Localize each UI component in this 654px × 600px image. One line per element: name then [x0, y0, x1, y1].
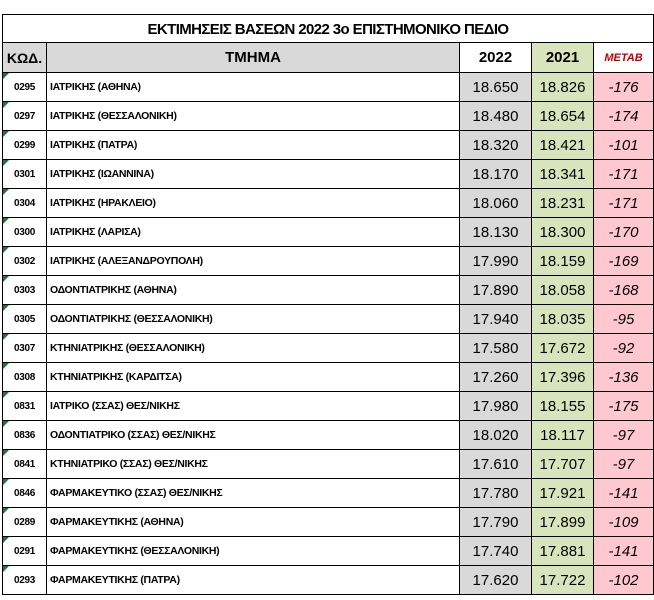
error-indicator-icon [3, 276, 9, 282]
cell-metab[interactable]: -174 [594, 102, 654, 131]
cell-kod[interactable] [3, 566, 47, 595]
error-indicator-icon [3, 160, 9, 166]
cell-kod[interactable] [3, 305, 47, 334]
table-row [3, 363, 654, 392]
cell-2022[interactable]: 18.060 [460, 189, 532, 218]
cell-2022[interactable]: 18.480 [460, 102, 532, 131]
table-row [3, 218, 654, 247]
table-body [3, 73, 654, 595]
cell-2021[interactable]: 18.035 [532, 305, 594, 334]
error-indicator-icon [3, 189, 9, 195]
cell-kod[interactable] [3, 334, 47, 363]
cell-kod[interactable] [3, 189, 47, 218]
cell-metab[interactable]: -102 [594, 566, 654, 595]
cell-metab[interactable]: -141 [594, 479, 654, 508]
cell-2022[interactable]: 17.890 [460, 276, 532, 305]
cell-2022[interactable]: 17.620 [460, 566, 532, 595]
cell-2021[interactable]: 17.707 [532, 450, 594, 479]
cell-2021[interactable]: 17.921 [532, 479, 594, 508]
cell-kod[interactable] [3, 276, 47, 305]
error-indicator-icon [3, 508, 9, 514]
table-row [3, 392, 654, 421]
cell-tmima[interactable]: ΟΔΟΝΤΙΑΤΡΙΚΗΣ (ΑΘΗΝΑ) [47, 276, 460, 305]
cell-tmima[interactable]: ΦΑΡΜΑΚΕΥΤΙΚΗΣ (ΠΑΤΡΑ) [47, 566, 460, 595]
cell-2021[interactable]: 18.826 [532, 73, 594, 102]
cell-kod-text: 0846 [13, 487, 36, 499]
error-indicator-icon [3, 479, 9, 485]
cell-metab[interactable]: -175 [594, 392, 654, 421]
table-row [3, 102, 654, 131]
cell-kod[interactable] [3, 450, 47, 479]
cell-metab[interactable]: -171 [594, 189, 654, 218]
cell-kod-text: 0307 [13, 342, 36, 354]
cell-tmima[interactable]: ΙΑΤΡΙΚΗΣ (ΛΑΡΙΣΑ) [47, 218, 460, 247]
table-row [3, 508, 654, 537]
error-indicator-icon [3, 334, 9, 340]
error-indicator-icon [3, 218, 9, 224]
cell-2021[interactable]: 18.155 [532, 392, 594, 421]
cell-kod-text: 0295 [13, 81, 36, 93]
error-indicator-icon [3, 102, 9, 108]
cell-tmima[interactable]: ΙΑΤΡΙΚΟ (ΣΣΑΣ) ΘΕΣ/ΝΙΚΗΣ [47, 392, 460, 421]
cell-metab[interactable]: -141 [594, 537, 654, 566]
cell-kod-text: 0304 [13, 197, 36, 209]
table-row [3, 131, 654, 160]
cell-kod-text: 0841 [13, 458, 36, 470]
table-row [3, 189, 654, 218]
cell-kod-text: 0831 [13, 400, 36, 412]
admissions-table [2, 42, 654, 595]
cell-tmima[interactable]: ΚΤΗΝΙΑΤΡΙΚΟ (ΣΣΑΣ) ΘΕΣ/ΝΙΚΗΣ [47, 450, 460, 479]
cell-metab[interactable]: -169 [594, 247, 654, 276]
header-kod[interactable]: ΚΩΔ. [3, 43, 47, 73]
error-indicator-icon [3, 566, 9, 572]
cell-kod-text: 0303 [13, 284, 36, 296]
cell-tmima[interactable]: ΚΤΗΝΙΑΤΡΙΚΗΣ (ΚΑΡΔΙΤΣΑ) [47, 363, 460, 392]
table-row [3, 537, 654, 566]
cell-metab[interactable]: -97 [594, 450, 654, 479]
cell-kod[interactable] [3, 218, 47, 247]
cell-2022[interactable]: 17.780 [460, 479, 532, 508]
cell-2022[interactable]: 17.610 [460, 450, 532, 479]
cell-2022[interactable]: 17.260 [460, 363, 532, 392]
cell-kod-text: 0299 [13, 139, 36, 151]
cell-metab[interactable]: -168 [594, 276, 654, 305]
header-2021[interactable]: 2021 [532, 43, 594, 73]
cell-kod[interactable] [3, 537, 47, 566]
cell-tmima[interactable]: ΙΑΤΡΙΚΗΣ (ΑΛΕΞΑΝΔΡΟΥΠΟΛΗ) [47, 247, 460, 276]
cell-kod[interactable] [3, 160, 47, 189]
cell-metab[interactable]: -92 [594, 334, 654, 363]
table-row [3, 160, 654, 189]
table-row [3, 450, 654, 479]
cell-kod-text: 0300 [13, 226, 36, 238]
cell-tmima[interactable]: ΚΤΗΝΙΑΤΡΙΚΗΣ (ΘΕΣΣΑΛΟΝΙΚΗ) [47, 334, 460, 363]
cell-kod[interactable] [3, 247, 47, 276]
error-indicator-icon [3, 450, 9, 456]
cell-2021[interactable]: 17.672 [532, 334, 594, 363]
cell-2022[interactable]: 18.170 [460, 160, 532, 189]
cell-2021[interactable]: 17.881 [532, 537, 594, 566]
error-indicator-icon [3, 73, 9, 79]
table-row [3, 276, 654, 305]
error-indicator-icon [3, 421, 9, 427]
cell-2021[interactable]: 18.117 [532, 421, 594, 450]
cell-metab[interactable]: -176 [594, 73, 654, 102]
cell-2022[interactable]: 17.790 [460, 508, 532, 537]
cell-kod-text: 0305 [13, 313, 36, 325]
cell-2021[interactable]: 18.341 [532, 160, 594, 189]
cell-metab[interactable]: -171 [594, 160, 654, 189]
cell-kod[interactable] [3, 421, 47, 450]
cell-2022[interactable]: 17.940 [460, 305, 532, 334]
error-indicator-icon [3, 537, 9, 543]
cell-tmima[interactable]: ΦΑΡΜΑΚΕΥΤΙΚΟ (ΣΣΑΣ) ΘΕΣ/ΝΙΚΗΣ [47, 479, 460, 508]
table-row [3, 566, 654, 595]
cell-kod-text: 0297 [13, 110, 36, 122]
cell-2021[interactable]: 18.231 [532, 189, 594, 218]
cell-tmima[interactable]: ΦΑΡΜΑΚΕΥΤΙΚΗΣ (ΘΕΣΣΑΛΟΝΙΚΗ) [47, 537, 460, 566]
table-row [3, 247, 654, 276]
table-row [3, 334, 654, 363]
header-row [3, 43, 654, 73]
cell-kod-text: 0289 [13, 516, 36, 528]
cell-kod-text: 0308 [13, 371, 36, 383]
error-indicator-icon [3, 305, 9, 311]
cell-2022[interactable]: 18.320 [460, 131, 532, 160]
cell-kod-text: 0302 [13, 255, 36, 267]
sheet-title: ΕΚΤΙΜΗΣΕΙΣ ΒΑΣΕΩΝ 2022 3ο ΕΠΙΣΤΗΜΟΝΙΚΟ ΠΕΔΙΟ [2, 14, 654, 43]
cell-tmima[interactable]: ΦΑΡΜΑΚΕΥΤΙΚΗΣ (ΑΘΗΝΑ) [47, 508, 460, 537]
cell-kod[interactable] [3, 508, 47, 537]
cell-metab[interactable]: -136 [594, 363, 654, 392]
error-indicator-icon [3, 392, 9, 398]
table-row [3, 479, 654, 508]
cell-tmima[interactable]: ΙΑΤΡΙΚΗΣ (ΠΑΤΡΑ) [47, 131, 460, 160]
cell-tmima[interactable]: ΙΑΤΡΙΚΗΣ (ΙΩΑΝΝΙΝΑ) [47, 160, 460, 189]
cell-tmima[interactable]: ΟΔΟΝΤΙΑΤΡΙΚΟ (ΣΣΑΣ) ΘΕΣ/ΝΙΚΗΣ [47, 421, 460, 450]
cell-2022[interactable]: 17.980 [460, 392, 532, 421]
cell-2021[interactable]: 18.300 [532, 218, 594, 247]
cell-2021[interactable]: 17.899 [532, 508, 594, 537]
header-2022[interactable]: 2022 [460, 43, 532, 73]
table-row [3, 73, 654, 102]
cell-kod[interactable] [3, 131, 47, 160]
cell-kod-text: 0836 [13, 429, 36, 441]
cell-kod-text: 0293 [13, 574, 36, 586]
cell-2021[interactable]: 18.159 [532, 247, 594, 276]
cell-2021[interactable]: 18.058 [532, 276, 594, 305]
cell-2022[interactable]: 18.130 [460, 218, 532, 247]
error-indicator-icon [3, 363, 9, 369]
table-row [3, 421, 654, 450]
cell-2022[interactable]: 17.740 [460, 537, 532, 566]
cell-2021[interactable]: 17.396 [532, 363, 594, 392]
error-indicator-icon [3, 131, 9, 137]
header-metab[interactable]: METAB [594, 43, 654, 73]
cell-tmima[interactable]: ΟΔΟΝΤΙΑΤΡΙΚΗΣ (ΘΕΣΣΑΛΟΝΙΚΗ) [47, 305, 460, 334]
cell-tmima[interactable]: ΙΑΤΡΙΚΗΣ (ΘΕΣΣΑΛΟΝΙΚΗ) [47, 102, 460, 131]
cell-kod-text: 0291 [13, 545, 36, 557]
cell-2022[interactable]: 17.990 [460, 247, 532, 276]
cell-metab[interactable]: -101 [594, 131, 654, 160]
cell-2021[interactable]: 17.722 [532, 566, 594, 595]
header-tmima[interactable]: ΤΜΗΜΑ [47, 43, 460, 73]
table-row [3, 305, 654, 334]
cell-2021[interactable]: 18.654 [532, 102, 594, 131]
cell-tmima[interactable]: ΙΑΤΡΙΚΗΣ (ΗΡΑΚΛΕΙΟ) [47, 189, 460, 218]
cell-2022[interactable]: 18.020 [460, 421, 532, 450]
cell-kod[interactable] [3, 73, 47, 102]
cell-2022[interactable]: 17.580 [460, 334, 532, 363]
error-indicator-icon [3, 247, 9, 253]
cell-kod[interactable] [3, 479, 47, 508]
cell-metab[interactable]: -97 [594, 421, 654, 450]
cell-tmima[interactable]: ΙΑΤΡΙΚΗΣ (ΑΘΗΝΑ) [47, 73, 460, 102]
cell-kod[interactable] [3, 102, 47, 131]
cell-kod[interactable] [3, 363, 47, 392]
cell-2022[interactable]: 18.650 [460, 73, 532, 102]
cell-kod[interactable] [3, 392, 47, 421]
cell-kod-text: 0301 [13, 168, 36, 180]
cell-metab[interactable]: -170 [594, 218, 654, 247]
cell-2021[interactable]: 18.421 [532, 131, 594, 160]
cell-metab[interactable]: -95 [594, 305, 654, 334]
cell-metab[interactable]: -109 [594, 508, 654, 537]
